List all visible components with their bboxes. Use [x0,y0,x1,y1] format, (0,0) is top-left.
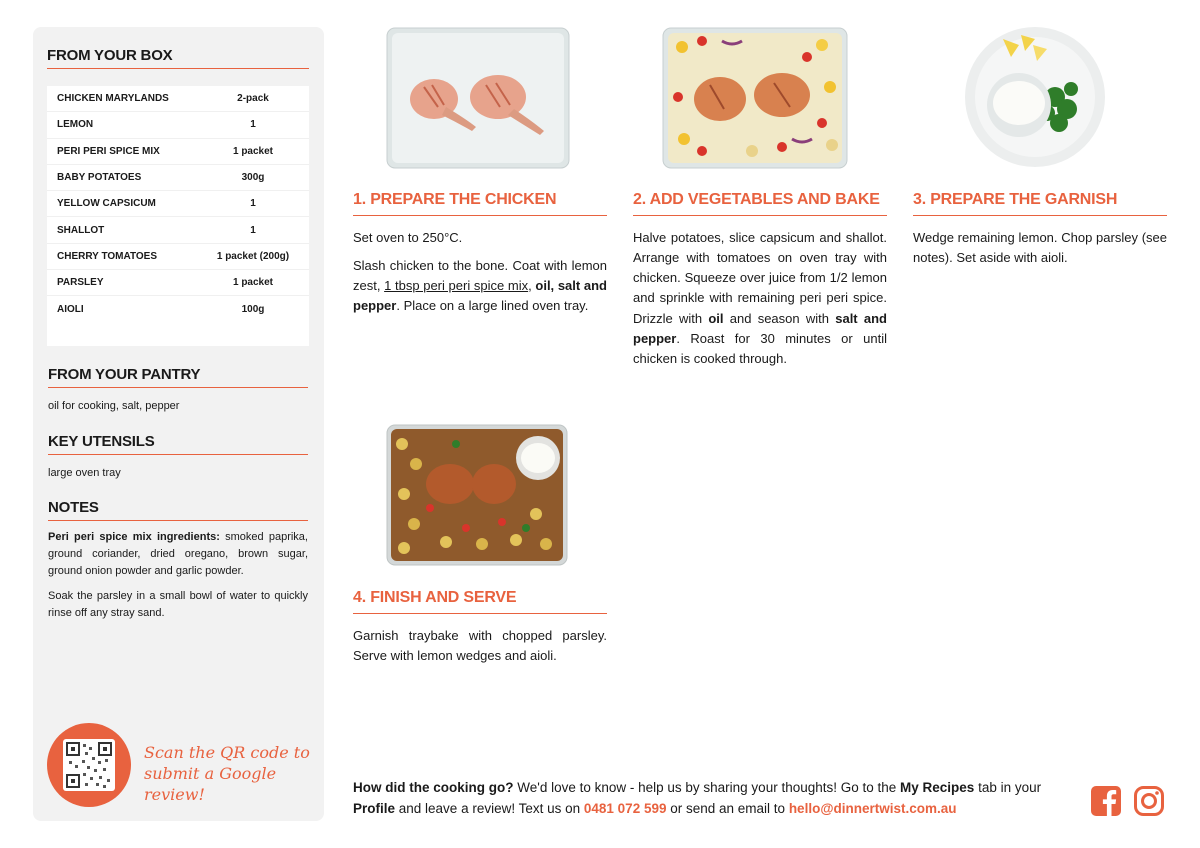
qr-code-badge[interactable] [47,723,131,807]
step-1 [353,191,607,325]
ingredient-quantity: 1 [250,119,256,131]
ingredient-quantity: 1 packet [232,277,274,289]
ingredient-row [47,86,309,112]
note-parsley: Soak the parsley in a small bowl of water to quickly rinse off any stray sand. [48,590,308,620]
pantry-title: FROM YOUR PANTRY [48,366,308,388]
step-3-text: Wedge remaining lemon. Chop parsley (see notes). Set aside with aioli. [913,230,1167,266]
ingredient-name: YELLOW CAPSICUM [57,198,156,210]
ingredient-name: PERI PERI SPICE MIX [57,145,160,157]
qr-review-prompt: Scan the QR code to submit a Google review! [144,743,310,804]
note-spice-mix-text: smoked paprika, ground coriander, dried oregano, brown sugar, ground onion powder and garlic powder. [48,531,308,578]
step-2-image [662,27,848,169]
ingredient-name: BABY POTATOES [57,172,142,184]
step-2-seasoning: salt and pepper [633,310,887,346]
utensils-text: large oven tray [48,467,121,479]
step-2-body [633,228,887,369]
ingredient-row [47,191,309,217]
step-2 [633,191,887,377]
step-1-prep [353,256,607,316]
my-recipes-link[interactable]: My Recipes [900,780,975,795]
ingredient-row [47,244,309,270]
ingredient-quantity: 1 packet (200g) [216,250,290,262]
step-1-text-a: Slash chicken to the bone. Coat with lemon zest, [353,258,607,294]
step-3-body [913,228,1167,268]
email-link[interactable]: hello@dinnertwist.com.au [788,800,957,816]
step-1-text-c: . Place on a large lined oven tray. [396,298,589,314]
step-2-text [633,228,887,369]
note-spice-mix-label: Peri peri spice mix ingredients: [48,531,220,543]
ingredient-name: SHALLOT [57,224,105,236]
step-2-text-c: and season with [723,310,836,326]
notes-title: NOTES [48,499,308,521]
step-4-text: Garnish traybake with chopped parsley. Serve with lemon wedges and aioli. [353,628,607,664]
footer-question: How did the cooking go? [353,780,514,795]
ingredients-table [47,86,309,346]
feedback-footer [353,778,1073,820]
step-4-body [353,626,607,666]
ingredient-quantity: 300g [241,172,265,184]
ingredient-quantity: 1 [250,198,256,210]
step-1-body [353,228,607,317]
step-1-text-b: , [528,278,536,294]
ingredient-name: LEMON [57,119,94,131]
ingredient-row [47,139,309,165]
step-1-seasoning: oil, salt and pepper [353,278,607,314]
step-1-image [386,27,570,169]
step-1-title: 1. PREPARE THE CHICKEN [353,191,607,216]
ingredient-name: CHICKEN MARYLANDS [57,93,169,105]
pantry-section [48,366,308,415]
step-2-text-a: Halve potatoes, slice capsicum and shallot. Arrange with tomatoes on oven tray with chicken. Squeeze over juice from 1/2 lemon and sprinkle with remaining peri peri spice. Drizzle with [633,230,887,326]
phone-number-link[interactable]: 0481 072 599 [583,800,667,816]
ingredient-quantity: 1 packet [232,145,274,157]
step-4-image [386,424,568,566]
ingredient-row [47,296,309,322]
footer-text-3: and leave a review! Text us on [395,800,584,816]
note-spice-mix [48,529,308,580]
sidebar [33,27,324,821]
step-2-oil: oil [708,310,724,326]
ingredient-quantity: 1 [250,224,256,236]
from-your-box-title: FROM YOUR BOX [47,47,309,69]
step-3 [913,191,1167,276]
step-3-title: 3. PREPARE THE GARNISH [913,191,1167,216]
footer-text-1: We'd love to know - help us by sharing your thoughts! Go to the [513,780,901,795]
ingredient-quantity: 2-pack [237,93,269,105]
footer-text-2: tab in your [974,780,1042,795]
facebook-icon[interactable] [1090,785,1122,817]
ingredient-row [47,270,309,296]
step-4-title: 4. FINISH AND SERVE [353,589,607,614]
step-1-spice-amount: 1 tbsp peri peri spice mix [384,278,529,294]
instagram-icon[interactable] [1133,785,1165,817]
ingredient-quantity: 100g [241,304,265,316]
step-2-text-d: . Roast for 30 minutes or until chicken is cooked through. [633,330,887,366]
profile-link[interactable]: Profile [353,800,396,816]
ingredient-name: CHERRY TOMATOES [57,250,158,262]
ingredient-row [47,165,309,191]
step-3-image [963,27,1107,169]
utensils-title: KEY UTENSILS [48,433,308,455]
notes-section [48,499,308,622]
footer-text-4: or send an email to [666,800,789,816]
step-4 [353,589,607,674]
ingredient-row [47,217,309,243]
utensils-section [48,433,308,482]
ingredient-row [47,112,309,138]
step-2-title: 2. ADD VEGETABLES AND BAKE [633,191,887,216]
ingredient-name: PARSLEY [57,277,104,289]
ingredient-name: AIOLI [57,304,84,316]
step-1-oven: Set oven to 250°C. [353,230,463,245]
pantry-text: oil for cooking, salt, pepper [48,400,180,412]
qr-code-icon[interactable] [63,739,115,791]
